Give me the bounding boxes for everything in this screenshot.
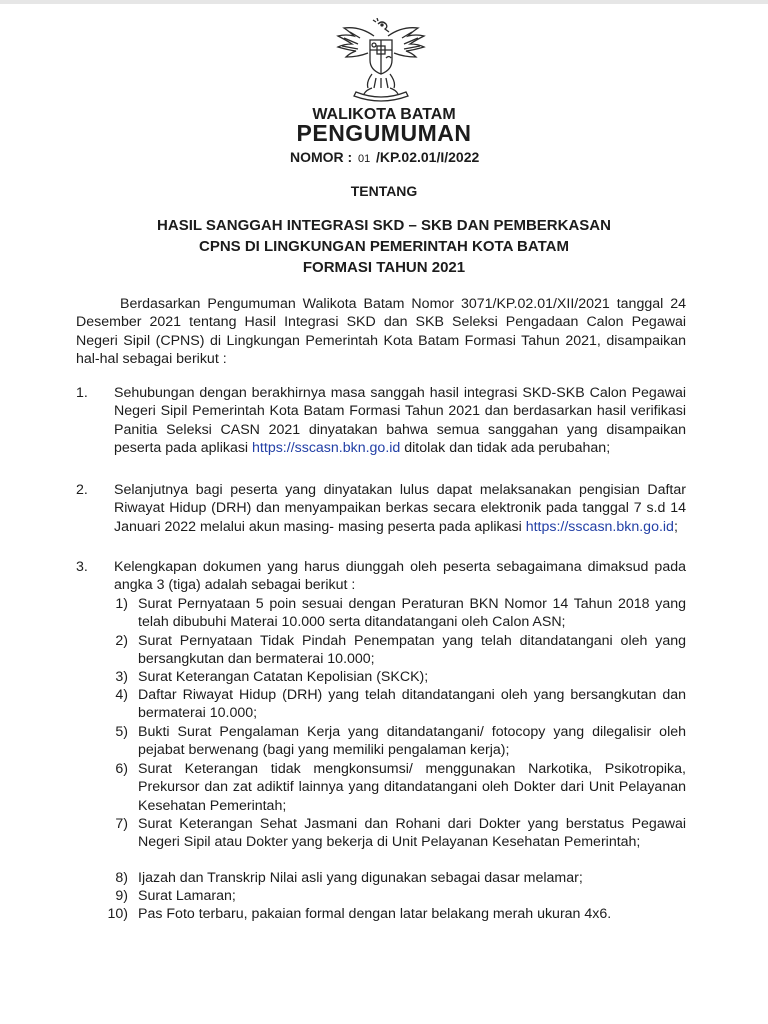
document-number: 9) [115,888,128,904]
item-text-before: Selanjutnya bagi peserta yang dinyatakan lulus dapat melaksanakan pengisian Daftar Riwayat Hidup (DRH) dan menyampaikan berkas secara elektronik pada tanggal 7 s.d 14 Januari 2022 melalui akun masing- masing peserta pada aplikasi [114,482,686,535]
document-number: 7) [115,816,128,832]
title-line: HASIL SANGGAH INTEGRASI SKD – SKB DAN PEMBERKASAN [157,217,611,234]
document-item: Surat Pernyataan Tidak Pindah Penempatan yang telah ditandatangani oleh yang bersangkutan dan bermaterai 10.000; [138,633,686,668]
document-number: 4) [115,687,128,703]
tentang-label: TENTANG [350,183,418,199]
sscasn-link[interactable]: https://sscasn.bkn.go.id [525,518,674,535]
document-number: 2) [115,633,128,649]
item-number: 3. [76,559,88,575]
document-title [0,215,768,278]
item-text [114,384,686,457]
document-item: Surat Keterangan Catatan Kepolisian (SKCK); [138,669,429,685]
title-line: CPNS DI LINGKUNGAN PEMERINTAH KOTA BATAM [199,238,569,255]
document-number: 6) [115,761,128,777]
document-item: Surat Keterangan tidak mengkonsumsi/ menggunakan Narkotika, Psikotropika, Prekursor dan zat adiktif lainnya yang ditandatangani oleh Dokter dari Unit Pelayanan Kesehatan Pemerintah; [138,761,686,814]
document-number: 1) [115,596,128,612]
document-number: 10) [107,906,128,922]
item-text-after: ; [673,518,678,535]
item-text: Kelengkapan dokumen yang harus diunggah oleh peserta sebagaimana dimaksud pada angka 3 (tiga) adalah sebagai berikut : [114,559,686,594]
nomor-handwritten: 01 [357,153,371,165]
item-text-before: Sehubungan dengan berakhirnya masa sanggah hasil integrasi SKD-SKB Calon Pegawai Negeri Sipil Pemerintah Kota Batam Formasi Tahun 2021 dan berdasarkan hasil verifikasi Panitia Seleksi CASN 2021 dinyatakan bahwa semua sanggahan yang disampaikan peserta pada aplikasi [114,385,686,456]
document-number: 5) [115,724,128,740]
document-type: PENGUMUMAN [296,120,472,146]
document-number: 8) [115,870,128,886]
document-item: Daftar Riwayat Hidup (DRH) yang telah ditandatangani oleh yang bersangkutan dan bermaterai 10.000; [138,687,686,722]
title-line: FORMASI TAHUN 2021 [302,259,466,276]
document-number [290,149,479,165]
document-item: Pas Foto terbaru, pakaian formal dengan latar belakang merah ukuran 4x6. [138,906,612,922]
sscasn-link[interactable]: https://sscasn.bkn.go.id [252,439,401,456]
item-text-after: ditolak dan tidak ada perubahan; [404,439,611,456]
document-item: Surat Keterangan Sehat Jasmani dan Rohani dari Dokter yang berstatus Pegawai Negeri Sipil atau Dokter yang bekerja di Unit Pelayanan Kesehatan Pemerintah; [138,816,686,851]
item-number: 1. [76,385,88,401]
document-item: Bukti Surat Pengalaman Kerja yang ditandatangani/ fotocopy yang dilegalisir oleh pejabat berwenang (bagi yang memiliki pengalaman kerja); [138,724,686,759]
document-number: 3) [115,669,128,685]
document-item: Surat Lamaran; [138,888,236,904]
intro-paragraph: Berdasarkan Pengumuman Walikota Batam Nomor 3071/KP.02.01/XII/2021 tanggal 24 Desember 2021 tentang Hasil Integrasi SKD dan SKB Seleksi Pengadaan Calon Pegawai Negeri Sipil (CPNS) di Lingkungan Pemerintah Kota Batam Formasi Tahun 2021, disampaikan hal-hal sebagai berikut : [76,296,686,367]
nomor-code: /KP.02.01/I/2022 [376,149,480,165]
scan-edge [0,0,768,4]
document-item: Surat Pernyataan 5 poin sesuai dengan Peraturan BKN Nomor 14 Tahun 2018 yang telah dibubuhi Materai 10.000 serta ditandatangani oleh Calon ASN; [138,596,686,631]
nomor-label: NOMOR : [290,149,353,165]
item-text [114,481,686,536]
office-name: WALIKOTA BATAM [312,106,456,123]
document-item: Ijazah dan Transkrip Nilai asli yang digunakan sebagai dasar melamar; [138,870,583,886]
item-number: 2. [76,482,88,498]
garuda-emblem-icon [334,18,428,102]
